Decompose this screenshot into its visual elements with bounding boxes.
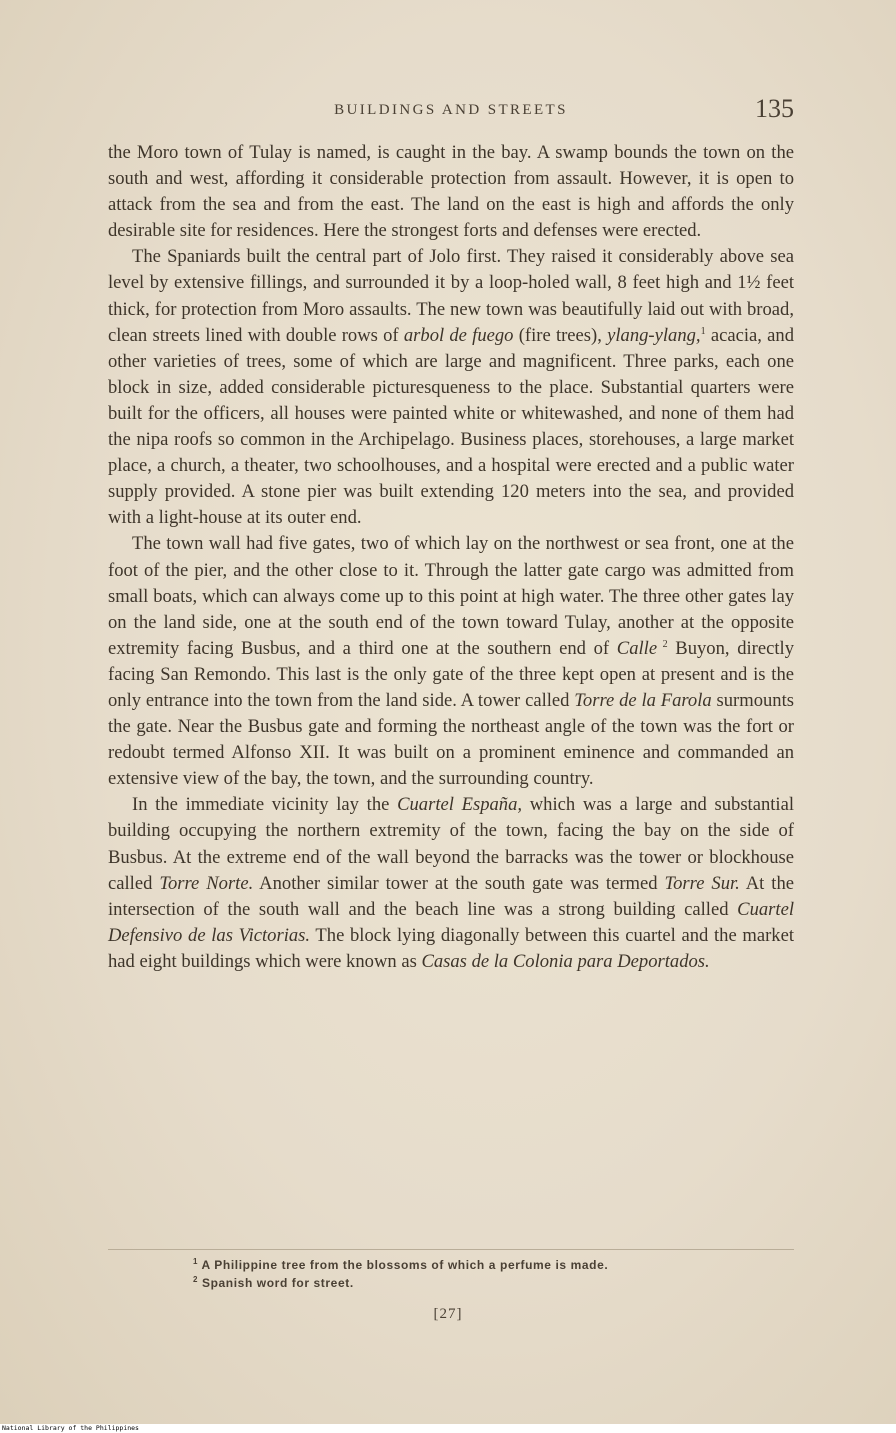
footnote-divider	[108, 1249, 794, 1250]
text-run: the Moro town of Tulay is named, is caught in the bay. A swamp bounds the town on the south and west, affording it considerable protection from assault. However, it is open to attack from the sea and from the east. The land on the east is high and affords the only desirable site for residences. Here the strongest forts and defenses were erected.	[108, 142, 794, 242]
italic-text: Torre de la Farola	[574, 689, 712, 711]
footnote-ref: 1	[700, 325, 706, 337]
italic-text: Torre Sur.	[664, 872, 740, 894]
text-run: The town wall had five gates, two of which lay on the northwest or sea front, one at the foot of the pier, and the other close to it. Through the latter gate cargo was admitted from small boats, which can always come up to this point at high water. The three other gates lay on the land side, one at the south end of the town toward Tulay, another at the opposite extremity facing Busbus, and a third one at the southern end of	[108, 533, 794, 659]
footnote	[193, 1256, 753, 1274]
text-run: which was a large and substantial building occupying the northern extremity of the town, facing the bay on the side of Busbus. At the extreme end of the wall beyond the barracks was the tower or blockhouse called	[108, 794, 795, 894]
footnotes	[193, 1256, 753, 1292]
footnote-ref: 2	[657, 638, 668, 650]
text-run: (fire trees),	[513, 324, 608, 346]
footnote-text: A Philippine tree from the blossoms of which a perfume is made.	[198, 1258, 609, 1272]
italic-text: Calle	[616, 637, 658, 659]
scan-credit-line: National Library of the Philippines	[2, 1424, 139, 1432]
text-run: The Spaniards built the central part of Jolo first. They raised it considerably above sea level by extensive fillings, and surrounded it by a loop-holed wall, 8 feet high and 1½ feet thick, for protection from Moro assaults. The new town was beautifully laid out with broad, clean streets lined with double rows of	[108, 246, 794, 346]
running-head: BUILDINGS AND STREETS	[334, 102, 568, 118]
signature-mark: [27]	[433, 1306, 463, 1322]
text-run: In the immediate vicinity lay the	[132, 794, 398, 816]
paragraph	[108, 531, 794, 792]
paragraph	[108, 792, 794, 975]
text-run: At the intersection of the south wall and the beach line was a strong building called	[108, 872, 794, 920]
italic-text: ylang-ylang,	[607, 324, 701, 346]
italic-text: arbol de fuego	[403, 324, 514, 346]
italic-text: Cuartel Defensivo de las Victorias.	[108, 898, 794, 946]
text-run: surmounts the gate. Near the Busbus gate and forming the northeast angle of the town was the fort or redoubt termed Alfonso XII. It was built on a prominent eminence and commanded an extensive view of the bay, the town, and the surrounding country.	[108, 689, 794, 790]
italic-text: Casas de la Colonia para Deportados.	[421, 950, 710, 972]
text-run: acacia, and other varieties of trees, some of which are large and magnificent. Three parks, each one block in size, added considerable picturesqueness to the place. Substantial quarters were built for the officers, all houses were painted white or whitewashed, and none of them had the nipa roofs so common in the Archipelago. Business places, storehouses, a large market place, a church, a theater, two schoolhouses, and a hospital were erected and a public water supply provided. A stone pier was built extending 120 meters into the sea, and provided with a light-house at its outer end.	[108, 324, 794, 529]
paragraph	[108, 140, 794, 244]
italic-text: Cuartel España,	[397, 794, 523, 816]
footnote-mark: 1	[193, 1257, 199, 1266]
italic-text: Torre Norte.	[159, 872, 254, 894]
page-number: 135	[755, 94, 794, 123]
footnote-text: Spanish word for street.	[198, 1276, 354, 1290]
footnote	[193, 1274, 753, 1292]
text-run: Another similar tower at the south gate was termed	[253, 872, 665, 894]
page-header	[108, 94, 794, 126]
footnote-mark: 2	[193, 1275, 199, 1284]
body-text	[108, 140, 794, 975]
text-run: Buyon, directly facing San Remondo. This last is the only gate of the three kept open at present and is the only entrance into the town from the land side. A tower called	[108, 637, 795, 711]
paragraph	[108, 244, 794, 531]
text-run: The block lying diagonally between this cuartel and the market had eight buildings which were known as	[108, 924, 795, 972]
